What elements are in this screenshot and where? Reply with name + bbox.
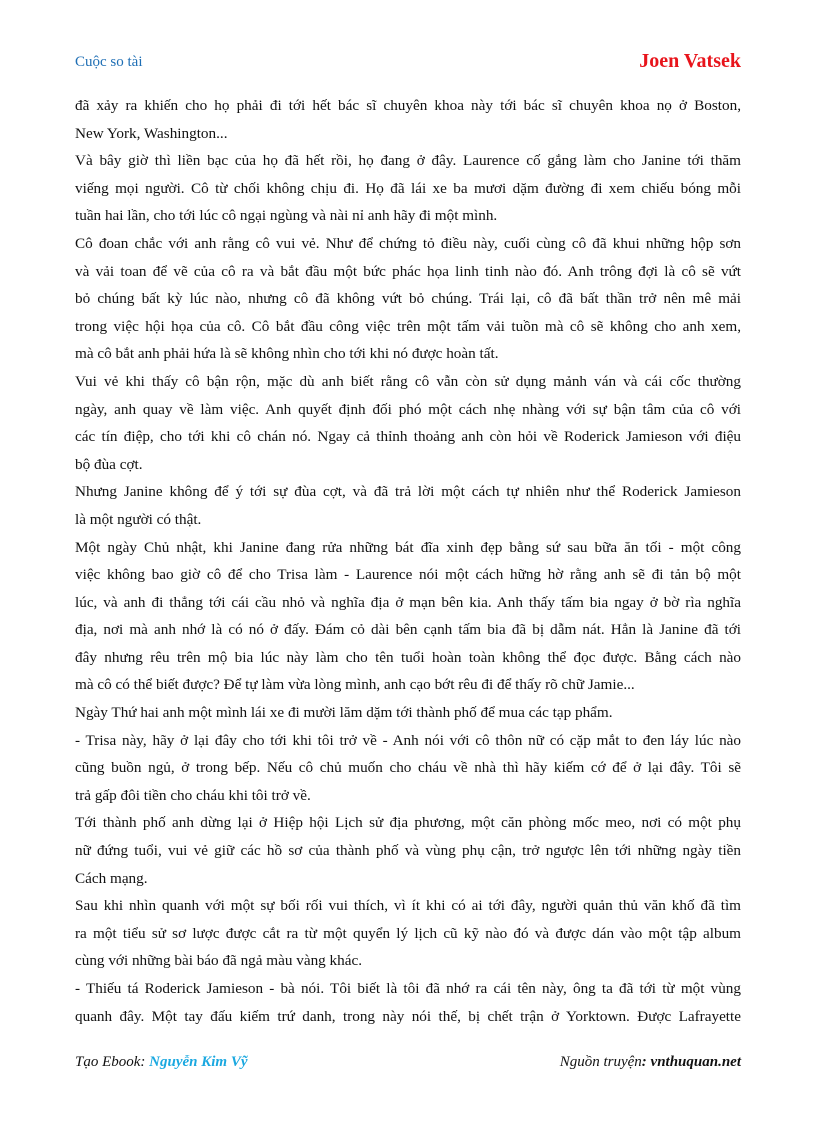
text-line: Vui vẻ khi thấy cô bận rộn, mặc dù anh biết rằng cô vẫn còn sử dụng mảnh ván và cái cốc thường (75, 372, 741, 390)
text-line: bỏ chúng bất kỳ lúc nào, nhưng cô đã không vứt bỏ chúng. Trái lại, cô đã bất thần trở nên mê mải (75, 290, 741, 308)
text-line: Nhưng Janine không để ý tới sự đùa cợt, và đã trả lời một cách tự nhiên như thể Roderick Jamieson (75, 483, 741, 501)
text-line: bộ đùa cợt. (75, 455, 143, 473)
author-name: Joen Vatsek (639, 50, 741, 72)
ebook-credit: Tạo Ebook: Nguyễn Kim Vỹ (75, 1054, 248, 1070)
text-line: Cô đoan chắc với anh rằng cô vui vẻ. Như để chứng tỏ điều này, cuối cùng cô đã khui những hộp sơn (75, 234, 741, 252)
text-line: ra một tiểu sử sơ lược được cắt ra từ một quyển lý lịch cũ kỹ nào đó và được dán vào một tập album (75, 924, 741, 942)
text-line: mà cô bắt anh phải hứa là sẽ không nhìn cho tới khi nó được hoàn tất. (75, 345, 499, 363)
text-line: đã xảy ra khiến cho họ phải đi tới hết bác sĩ chuyên khoa này tới bác sĩ chuyên khoa nọ ở Boston, (75, 97, 741, 114)
page-header (75, 50, 741, 76)
text-line: Sau khi nhìn quanh với một sự bối rối vui thích, vì ít khi có ai tới đây, người quản thủ văn khố đã tìm (75, 897, 741, 915)
text-line: Và bây giờ thì liền bạc của họ đã hết rồi, họ đang ở đây. Laurence cố gắng làm cho Janine tới thăm (75, 152, 741, 170)
book-title: Cuộc so tài (75, 54, 143, 70)
text-line: trả gấp đôi tiền cho cháu khi tôi trở về. (75, 786, 311, 804)
text-line: Tới thành phố anh dừng lại ở Hiệp hội Lịch sử địa phương, một căn phòng mốc meo, nơi có một phụ (75, 814, 741, 832)
text-line: địa, nơi mà anh nhớ là có nó ở đấy. Đám cỏ dài bên cạnh tấm bia đã bị dẫm nát. Hẳn là Janine đã tới (75, 621, 741, 639)
creator-label: Tạo Ebook (75, 1054, 141, 1070)
text-line: các tín điệp, cho tới khi cô chán nó. Ngay cả thỉnh thoảng anh còn hỏi về Roderick Jamieson với điệu (75, 428, 741, 446)
text-line: tuần hai lần, cho tới lúc cô ngại ngùng và nài nỉ anh hãy đi một mình. (75, 207, 498, 225)
source-name: vnthuquan.net (650, 1054, 741, 1070)
text-line: mà cô có thể biết được? Để tự làm vừa lòng mình, anh cạo bớt rêu đi để thấy rõ chữ Jamie... (75, 676, 635, 694)
text-line: ngày, anh quay về làm việc. Anh quyết định đối phó một cách nhẹ nhàng với sự bận tâm của cô với (75, 400, 741, 418)
story-text (75, 92, 741, 1030)
text-line: việc không bao giờ cô để cho Trisa làm - Laurence nói một cách hững hờ rằng anh sẽ đi tản bộ một (75, 566, 741, 584)
text-line: quanh đây. Một tay đấu kiếm trứ danh, trong này nói thế, bị chết trận ở Yorktown. Được Lafrayette (75, 1007, 741, 1025)
text-line: cùng với những bài báo đã ngả màu vàng khác. (75, 952, 363, 970)
text-line: - Trisa này, hãy ở lại đây cho tới khi tôi trở về - Anh nói với cô thôn nữ có cặp mắt to đen láy lúc nào (75, 731, 741, 749)
text-line: và vải toan để vẽ của cô ra và bắt đầu một bức phác họa linh tinh nào đó. Anh trông đợi là cô sẽ vứt (75, 262, 741, 280)
text-line: đây nhưng rêu trên mộ bia lúc này làm cho tên tuổi hoàn toàn không thể đọc được. Bằng cách nào (75, 648, 741, 666)
text-line: là một người có thật. (75, 510, 202, 528)
text-line: trong việc hội họa của cô. Cô bắt đầu công việc trên một tấm vải tuồn mà cô sẽ không cho anh xem, (75, 317, 741, 335)
text-line: New York, Washington... (75, 124, 228, 142)
text-line: cũng buồn ngủ, ở trong bếp. Nếu cô chủ muốn cho cháu về nhà thì hãy kiếm cớ để ở lại đây. Tôi sẽ (75, 759, 741, 777)
creator-name: Nguyễn Kim Vỹ (149, 1054, 248, 1070)
text-line: lúc, và anh đi thẳng tới cái cầu nhỏ và nghĩa địa ở mạn bên kia. Anh thấy tấm bia ngay ở bờ rìa nghĩa (75, 593, 741, 611)
page-footer (75, 1054, 741, 1078)
text-line: Một ngày Chủ nhật, khi Janine đang rửa những bát đĩa xinh đẹp bằng sứ sau bữa ăn tối - một công (75, 538, 741, 556)
source-credit: Nguồn truyện: vnthuquan.net (559, 1054, 741, 1070)
text-line: nữ đứng tuổi, vui vẻ giữ các hồ sơ của thành phố và vùng phụ cận, trở ngược lên tới những ngày tiền (75, 842, 741, 860)
text-line: - Thiếu tá Roderick Jamieson - bà nói. Tôi biết là tôi đã nhớ ra cái tên này, ông ta đã tới từ một vùng (75, 980, 741, 997)
text-line: Ngày Thứ hai anh một mình lái xe đi mười lăm dặm tới thành phố để mua các tạp phẩm. (75, 704, 613, 722)
text-line: Cách mạng. (75, 869, 148, 887)
text-line: viếng mọi người. Cô từ chối không chịu đi. Họ đã lái xe ba mươi dặm đường đi xem chiếu bóng mỗi (75, 179, 741, 197)
source-label: Nguồn truyện (559, 1054, 642, 1070)
